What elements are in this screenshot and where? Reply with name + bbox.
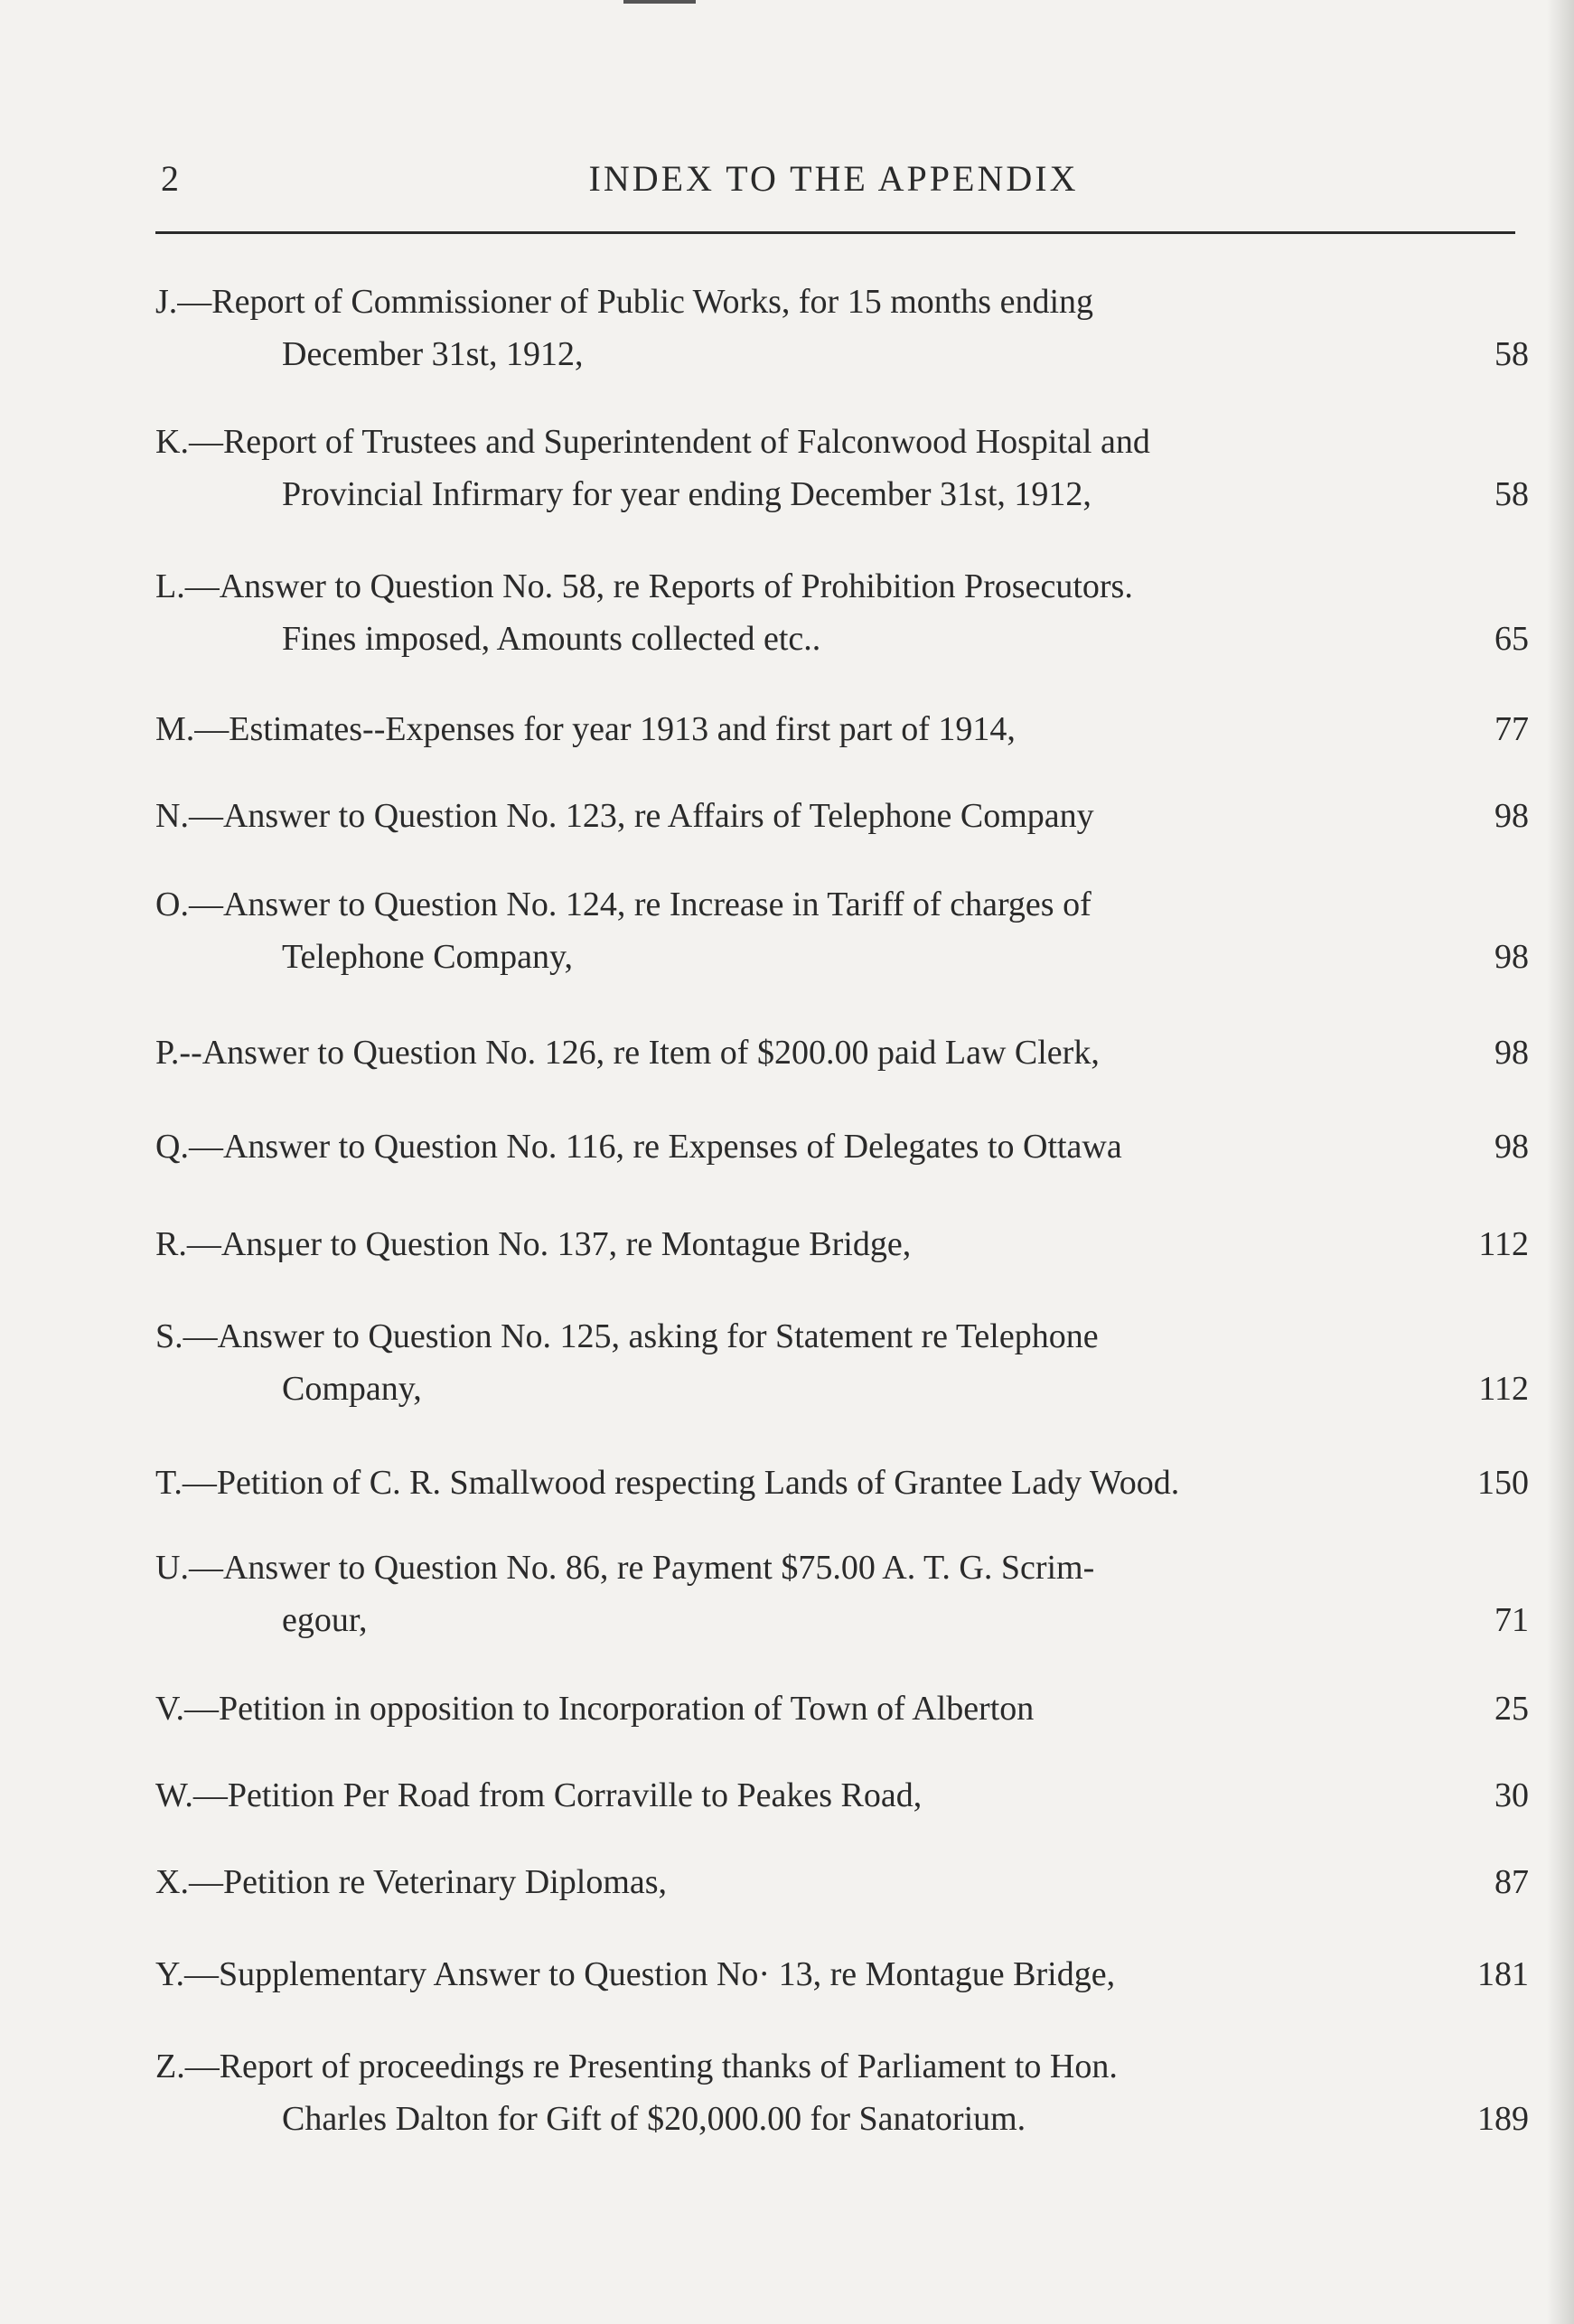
entry-page-number: 150 — [1477, 1464, 1529, 1502]
entry-page-number: 58 — [1494, 475, 1529, 513]
entry-text: T.—Petition of C. R. Smallwood respecting Lands of Grantee Lady Wood. — [155, 1464, 1180, 1502]
page-edge-shadow — [1547, 0, 1574, 2324]
entry-page-number: 71 — [1494, 1601, 1529, 1639]
entry-text: Z.—Report of proceedings re Presenting thanks of Parliament to Hon. — [155, 2048, 1118, 2085]
entry-text: U.—Answer to Question No. 86, re Payment $75.00 A. T. G. Scrim- — [155, 1549, 1095, 1587]
entry-text-continued: egour, — [282, 1601, 368, 1639]
entry-text-continued: Provincial Infirmary for year ending December 31st, 1912, — [282, 475, 1091, 513]
top-edge-mark — [623, 0, 696, 4]
header-rule — [155, 231, 1515, 234]
entry-text: O.—Answer to Question No. 124, re Increase in Tariff of charges of — [155, 886, 1091, 923]
entry-page-number: 181 — [1477, 1955, 1529, 1993]
entry-text: S.—Answer to Question No. 125, asking for Statement re Telephone — [155, 1317, 1099, 1355]
entry-page-number: 98 — [1494, 797, 1529, 835]
entry-page-number: 30 — [1494, 1776, 1529, 1814]
entry-text: X.—Petition re Veterinary Diplomas, — [155, 1863, 668, 1901]
entry-page-number: 58 — [1494, 335, 1529, 373]
entry-text: Q.—Answer to Question No. 116, re Expenses of Delegates to Ottawa — [155, 1128, 1122, 1166]
entry-page-number: 112 — [1478, 1225, 1529, 1263]
entry-page-number: 25 — [1494, 1690, 1529, 1728]
entry-text-continued: December 31st, 1912, — [282, 335, 584, 373]
entry-text: K.—Report of Trustees and Superintendent of Falconwood Hospital and — [155, 423, 1150, 461]
entry-text: P.--Answer to Question No. 126, re Item of $200.00 paid Law Clerk, — [155, 1034, 1100, 1072]
entry-page-number: 112 — [1478, 1370, 1529, 1408]
page-title: INDEX TO THE APPENDIX — [588, 158, 1079, 199]
entry-text: V.—Petition in opposition to Incorporation of Town of Alberton — [155, 1690, 1035, 1728]
entry-page-number: 98 — [1494, 1128, 1529, 1166]
entry-page-number: 77 — [1494, 710, 1529, 748]
page-number: 2 — [161, 158, 180, 199]
entry-text: N.—Answer to Question No. 123, re Affairs of Telephone Company — [155, 797, 1094, 835]
entry-text: W.—Petition Per Road from Corraville to Peakes Road, — [155, 1776, 923, 1814]
page-header — [154, 154, 1513, 208]
entry-text: R.—Ansμer to Question No. 137, re Montague Bridge, — [155, 1225, 912, 1263]
entry-text-continued: Telephone Company, — [282, 938, 574, 976]
entry-text-continued: Charles Dalton for Gift of $20,000.00 for Sanatorium. — [282, 2100, 1026, 2138]
entry-page-number: 189 — [1477, 2100, 1529, 2138]
entry-text: J.—Report of Commissioner of Public Works, for 15 months ending — [155, 283, 1094, 321]
entry-page-number: 87 — [1494, 1863, 1529, 1901]
entry-text: Y.—Supplementary Answer to Question No· 13, re Montague Bridge, — [155, 1955, 1116, 1993]
entry-page-number: 98 — [1494, 1034, 1529, 1072]
entry-text-continued: Company, — [282, 1370, 422, 1408]
entry-text: M.—Estimates--Expenses for year 1913 and first part of 1914, — [155, 710, 1016, 748]
entry-text-continued: Fines imposed, Amounts collected etc.. — [282, 620, 821, 658]
entry-page-number: 65 — [1494, 620, 1529, 658]
entry-page-number: 98 — [1494, 938, 1529, 976]
entry-text: L.—Answer to Question No. 58, re Reports of Prohibition Prosecutors. — [155, 567, 1133, 605]
